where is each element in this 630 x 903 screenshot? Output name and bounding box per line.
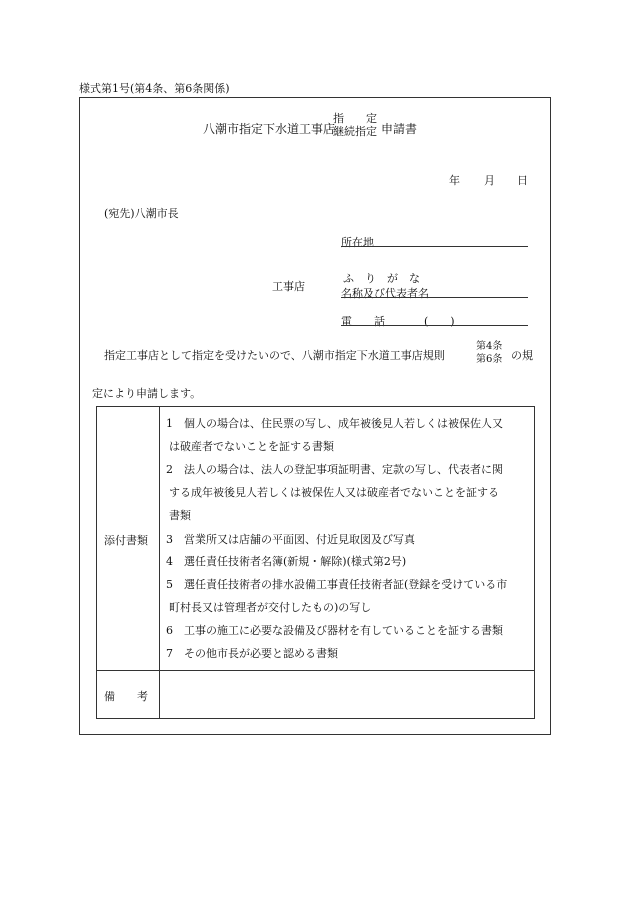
contractor-label: 工事店 (272, 280, 305, 293)
attachment-line: 4 選任責任技術者名簿(新規・解除)(様式第2号) (166, 555, 407, 568)
body-text-line2: 定により申請します。 (92, 387, 202, 400)
addressee: (宛先)八潮市長 (104, 207, 179, 220)
phone-field-line[interactable] (341, 325, 528, 326)
remarks-char-2: 考 (137, 690, 148, 703)
phone-label: 電 話 (341, 315, 385, 328)
attachment-line: 書類 (169, 509, 191, 522)
address-field-line[interactable] (341, 246, 528, 247)
title-option-renewal: 継続指定 (333, 125, 377, 138)
date-year-label: 年 (449, 174, 460, 187)
title-main: 八潮市指定下水道工事店 (203, 122, 336, 136)
attachments-label: 添付書類 (104, 534, 148, 547)
title-tail: 申請書 (381, 122, 418, 136)
form-number-label: 様式第1号(第4条、第6条関係) (79, 82, 230, 95)
remarks-char-1: 備 (104, 690, 115, 703)
attachment-line: は破産者でないことを証する書類 (169, 440, 334, 453)
date-month-label: 月 (484, 174, 495, 187)
title-option-designation: 指 定 (333, 112, 377, 125)
attachment-line: 町村長又は管理者が交付したもの)の写し (169, 601, 372, 614)
name-field-line[interactable] (341, 297, 528, 298)
remarks-label (104, 688, 148, 704)
attachment-line: 3 営業所又は店舗の平面図、付近見取図及び写真 (166, 533, 415, 546)
attachment-line: 6 工事の施工に必要な設備及び器材を有していることを証する書類 (166, 624, 503, 637)
article-selector (476, 340, 502, 366)
body-text-tail: の規 (511, 349, 533, 362)
title-options (333, 112, 377, 138)
attachment-line: 7 その他市長が必要と認める書類 (166, 647, 338, 660)
remarks-field[interactable] (159, 670, 534, 718)
attachment-line: 5 選任責任技術者の排水設備工事責任技術者証(登録を受けている市 (166, 578, 508, 591)
article-6: 第6条 (476, 354, 503, 365)
name-representative-label: 名称及び代表者名 (341, 287, 429, 300)
furigana-label: ふ り が な (343, 272, 420, 285)
attachment-line: する成年被後見人若しくは被保佐人又は破産者でないことを証する (169, 486, 499, 499)
article-4: 第4条 (476, 341, 503, 352)
body-text-line1: 指定工事店として指定を受けたいので、八潮市指定下水道工事店規則 (104, 349, 445, 362)
attachment-line: 2 法人の場合は、法人の登記事項証明書、定款の写し、代表者に関 (166, 463, 503, 476)
address-label: 所在地 (341, 236, 374, 249)
date-day-label: 日 (517, 174, 528, 187)
phone-parens: ( ) (424, 315, 455, 328)
attachment-line: 1 個人の場合は、住民票の写し、成年被後見人若しくは被保佐人又 (166, 417, 503, 430)
